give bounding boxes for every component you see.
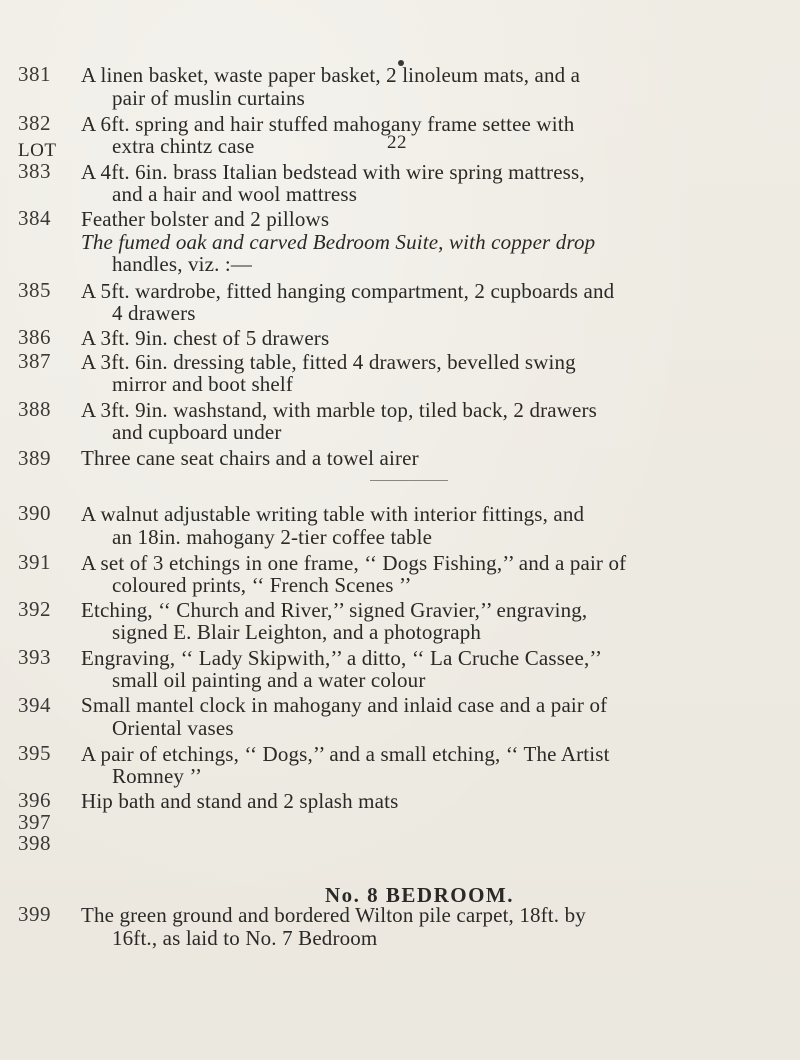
lot-description-line: and cupboard under: [112, 420, 282, 444]
lot-description-line: A walnut adjustable writing table with interior fittings, and: [81, 502, 585, 526]
lot-number: 398: [18, 831, 51, 855]
lot-number: 399: [18, 902, 51, 926]
lot-description-line: A 3ft. 6in. dressing table, fitted 4 drawers, bevelled swing: [81, 350, 576, 374]
lot-description-line: and a hair and wool mattress: [112, 182, 358, 206]
lot-description-line: A 5ft. wardrobe, fitted hanging compartment, 2 cupboards and: [81, 279, 615, 303]
lot-number: 392: [18, 597, 51, 621]
lot-number: 384: [18, 206, 51, 230]
lot-description-line: A 6ft. spring and hair stuffed mahogany frame settee with: [81, 112, 575, 136]
lot-description-line: mirror and boot shelf: [112, 372, 294, 396]
lot-number: 396: [18, 788, 51, 812]
lot-description-line: Etching, ‘‘ Church and River,’’ signed Gravier,’’ engraving,: [81, 598, 588, 622]
lot-description-line: Engraving, ‘‘ Lady Skipwith,’’ a ditto, ‘‘ La Cruche Cassee,’’: [81, 646, 603, 670]
lot-number: 383: [18, 159, 51, 183]
lot-number: 393: [18, 645, 51, 669]
lot-description-line: A set of 3 etchings in one frame, ‘‘ Dogs Fishing,’’ and a pair of: [81, 551, 627, 575]
lot-number: 394: [18, 693, 51, 717]
lot-number: 389: [18, 446, 51, 470]
lot-description-line: A 3ft. 9in. washstand, with marble top, tiled back, 2 drawers: [81, 398, 597, 422]
lot-description-line: Feather bolster and 2 pillows: [81, 207, 330, 231]
lot-description-line: Three cane seat chairs and a towel airer: [81, 446, 419, 470]
lot-number: 391: [18, 550, 51, 574]
lot-description-line: A linen basket, waste paper basket, 2 linoleum mats, and a: [81, 63, 581, 87]
lot-column-heading: LOT: [18, 140, 57, 161]
lot-number: 386: [18, 325, 51, 349]
lot-description-line: coloured prints, ‘‘ French Scenes ’’: [112, 573, 412, 597]
lot-number: 395: [18, 741, 51, 765]
lot-description-line: extra chintz case: [112, 134, 255, 158]
lot-number: 390: [18, 501, 51, 525]
lot-number: 381: [18, 62, 51, 86]
suite-heading-line: handles, viz. :—: [112, 252, 253, 276]
lot-description-line: The green ground and bordered Wilton pile carpet, 18ft. by: [81, 903, 586, 927]
lot-description-line: A 4ft. 6in. brass Italian bedstead with wire spring mattress,: [81, 160, 585, 184]
lot-number: 388: [18, 397, 51, 421]
lot-description-line: Hip bath and stand and 2 splash mats: [81, 789, 399, 813]
lot-number: 385: [18, 278, 51, 302]
suite-heading-line: The fumed oak and carved Bedroom Suite, with copper drop: [81, 230, 596, 254]
lot-description-line: signed E. Blair Leighton, and a photograph: [112, 620, 482, 644]
section-divider: [370, 480, 448, 481]
lot-description-line: an 18in. mahogany 2-tier coffee table: [112, 525, 433, 549]
lot-description-line: Romney ’’: [112, 764, 203, 788]
section-heading: No. 8 BEDROOM.: [325, 883, 514, 907]
lot-description-line: pair of muslin curtains: [112, 86, 305, 110]
lot-description-line: Oriental vases: [112, 716, 234, 740]
lot-description-line: small oil painting and a water colour: [112, 668, 426, 692]
page-number: 22: [387, 132, 407, 153]
lot-description-line: 16ft., as laid to No. 7 Bedroom: [112, 926, 378, 950]
lot-description-line: 4 drawers: [112, 301, 196, 325]
lot-description-line: A 3ft. 9in. chest of 5 drawers: [81, 326, 330, 350]
lot-number: 387: [18, 349, 51, 373]
lot-number: 397: [18, 810, 51, 834]
lot-description-line: A pair of etchings, ‘‘ Dogs,’’ and a small etching, ‘‘ The Artist: [81, 742, 610, 766]
lot-number: 382: [18, 111, 51, 135]
lot-description-line: Small mantel clock in mahogany and inlaid case and a pair of: [81, 693, 608, 717]
